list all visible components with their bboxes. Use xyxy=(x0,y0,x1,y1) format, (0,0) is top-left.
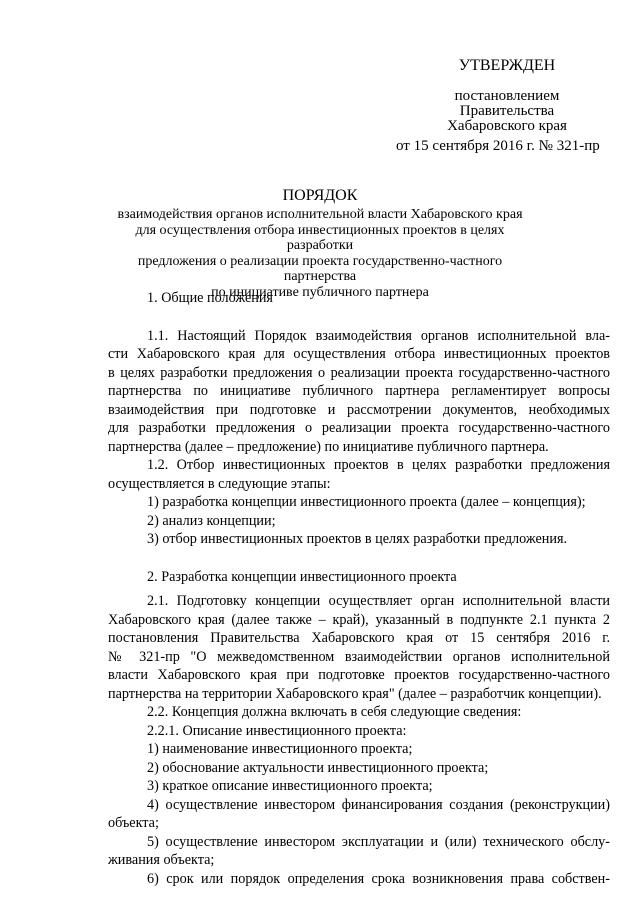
text-line: 2.1. Подготовку концепции осуществляет орган исполнительной власти xyxy=(147,593,610,609)
approval-line: Правительства xyxy=(459,103,555,119)
text-line: 4) осуществление инвестором финансирования создания (реконструкции) xyxy=(147,796,610,813)
text-line: 1.1. Настоящий Порядок взаимодействия органов исполнительной вла- xyxy=(147,327,610,344)
approval-line: Хабаровского края xyxy=(447,118,567,134)
list-item: 2) обоснование актуальности инвестиционного проекта; xyxy=(147,759,489,776)
subtitle-line: для осуществления отбора инвестиционных проектов в целях разработки xyxy=(135,222,505,253)
list-item: 3) отбор инвестиционных проектов в целях разработки предложения. xyxy=(147,531,568,547)
text-line: партнерства на территории Хабаровского края" (далее – разработчик концепции). xyxy=(108,685,602,702)
text-line: в целях разработки предложения о реализации проекта государственно-частного xyxy=(108,364,610,381)
paragraph-2-2-1: 2.2.1. Описание инвестиционного проекта: xyxy=(147,722,407,739)
document-body xyxy=(108,289,610,888)
list-item: 1) разработка концепции инвестиционного проекта (далее – концепция); xyxy=(147,494,586,510)
text-line: 1.2. Отбор инвестиционных проектов в целях разработки предложения xyxy=(147,457,610,473)
subtitle-line: взаимодействия органов исполнительной власти Хабаровского края xyxy=(117,207,523,222)
text-line: постановления Правительства Хабаровского края от 15 сентября 2016 г. xyxy=(108,630,610,646)
text-line: сти Хабаровского края для осуществления отбора инвестиционных проектов xyxy=(108,346,610,362)
approval-line: постановлением xyxy=(454,88,560,104)
document-subtitle xyxy=(115,207,525,300)
list-item xyxy=(108,870,610,889)
text-line: осуществляется в следующие этапы: xyxy=(108,475,331,492)
subtitle-line: предложения о реализации проекта государственно-частного партнерства xyxy=(137,253,503,284)
text-line: 6) срок или порядок определения срока возникновения права собствен- xyxy=(147,870,610,887)
approval-date: от 15 сентября 2016 г. № 321-пр xyxy=(396,138,600,154)
list-item: 2) анализ концепции; xyxy=(147,512,276,529)
paragraph-2-1 xyxy=(108,592,610,703)
paragraph-2-2: 2.2. Концепция должна включать в себя следующие сведения: xyxy=(147,704,522,720)
text-line: партнерства по инициативе публичного партнера регламентирует вопросы xyxy=(108,383,610,399)
list-item: 1) наименование инвестиционного проекта; xyxy=(147,741,413,757)
document-title: ПОРЯДОК xyxy=(282,187,358,204)
list-item xyxy=(108,796,610,833)
text-line: 5) осуществление инвестором эксплуатации и (или) технического обслу- xyxy=(147,833,610,850)
section-heading: 2. Разработка концепции инвестиционного проекта xyxy=(147,568,457,585)
subtitle-line: по инициативе публичного партнера xyxy=(211,284,429,300)
text-line: объекта; xyxy=(108,815,159,831)
text-line: живания объекта; xyxy=(108,852,215,868)
text-line: власти Хабаровского края при подготовке проектов государственно-частного xyxy=(108,667,610,683)
text-line: для разработки предложения о реализации проекта государственно-частного xyxy=(108,420,610,436)
approval-stamp xyxy=(396,57,612,154)
approval-heading: УТВЕРЖДЕН xyxy=(458,57,556,74)
paragraph-1-2 xyxy=(108,456,610,493)
section-heading: 1. Общие положения xyxy=(147,290,273,306)
paragraph-1-1 xyxy=(108,327,610,457)
text-line: взаимодействия при подготовке и рассмотрении документов, необходимых xyxy=(108,401,610,418)
text-line: Хабаровского края (далее также – край), указанный в подпункте 2.1 пункта 2 xyxy=(108,611,610,628)
list-item xyxy=(108,833,610,870)
list-item: 3) краткое описание инвестиционного проекта; xyxy=(147,778,433,794)
text-line: № 321-пр "О межведомственном взаимодействии органов исполнительной xyxy=(108,648,610,665)
text-line: партнерства (далее – предложение) по инициативе публичного партнера. xyxy=(108,438,549,455)
